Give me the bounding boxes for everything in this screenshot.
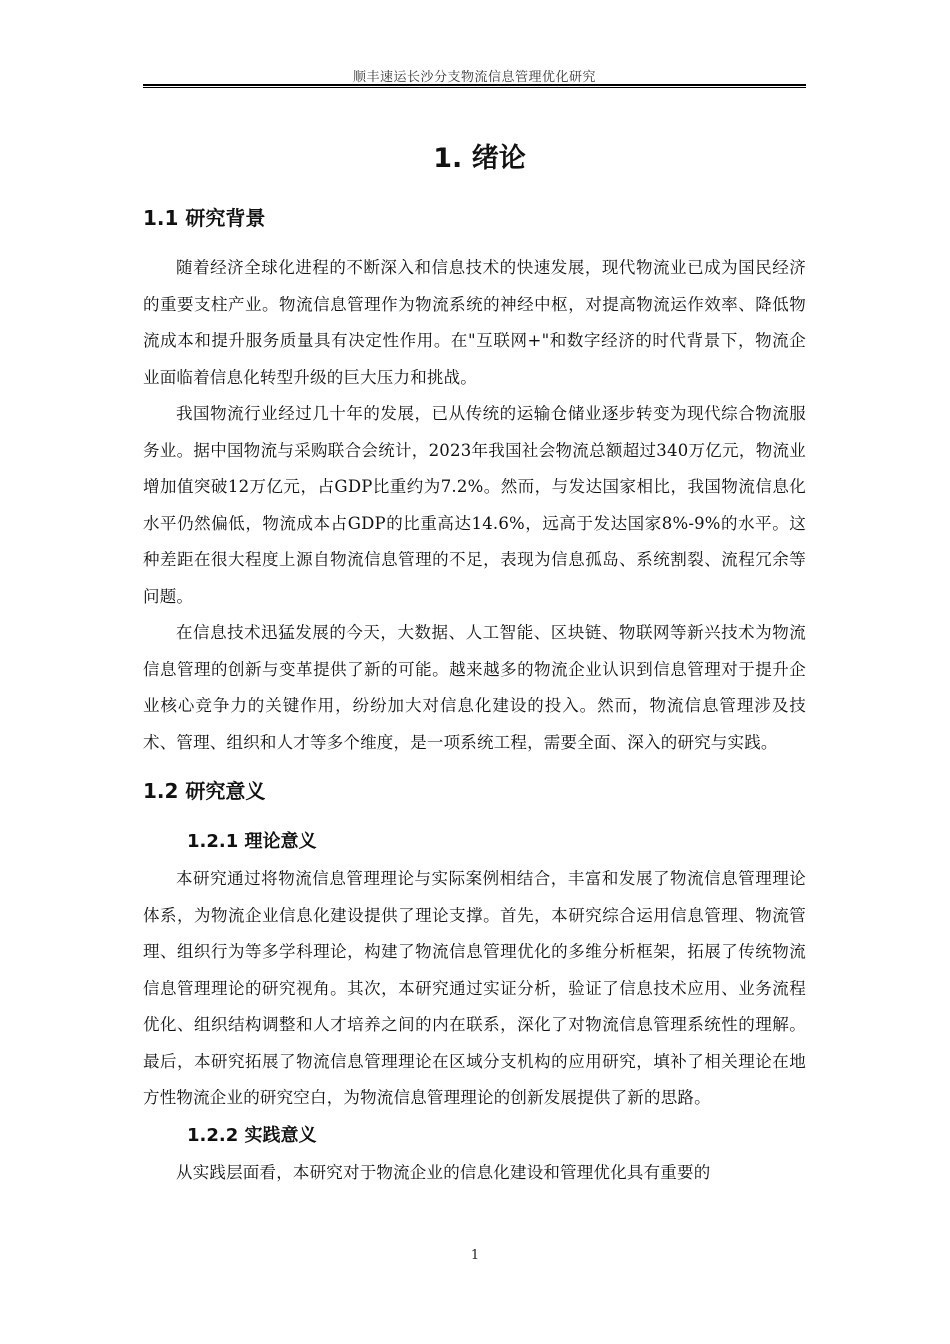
- subsection-title-practical-significance: 1.2.2 实践意义: [187, 1124, 317, 1146]
- section-title-research-background: 1.1 研究背景: [143, 206, 266, 230]
- paragraph-theoretical-significance: 本研究通过将物流信息管理理论与实际案例相结合，丰富和发展了物流信息管理理论体系，为物流企业信息化建设提供了理论支撑。首先，本研究综合运用信息管理、物流管理、组织行为等多学科理论，构建了物流信息管理优化的多维分析框架，拓展了传统物流信息管理理论的研究视角。其次，本研究通过实证分析，验证了信息技术应用、业务流程优化、组织结构调整和人才培养之间的内在联系，深化了对物流信息管理系统性的理解。最后，本研究拓展了物流信息管理理论在区域分支机构的应用研究，填补了相关理论在地方性物流企业的研究空白，为物流信息管理理论的创新发展提供了新的思路。: [143, 869, 806, 1107]
- subsection-title-theoretical-significance: 1.2.1 理论意义: [187, 831, 317, 852]
- paragraph-practical-significance: 从实践层面看，本研究对于物流企业的信息化建设和管理优化具有重要的: [176, 1162, 711, 1182]
- running-header: 顺丰速运长沙分支物流信息管理优化研究: [352, 70, 596, 85]
- chapter-title: 1. 绪论: [433, 143, 526, 174]
- page-number: 1: [470, 1248, 480, 1263]
- header-rule: [143, 84, 806, 88]
- paragraph-background-3: 在信息技术迅猛发展的今天，大数据、人工智能、区块链、物联网等新兴技术为物流信息管理的创新与变革提供了新的可能。越来越多的物流企业认识到信息管理对于提升企业核心竞争力的关键作用，纷纷加大对信息化建设的投入。然而，物流信息管理涉及技术、管理、组织和人才等多个维度，是一项系统工程，需要全面、深入的研究与实践。: [143, 623, 806, 752]
- paragraph-background-1: 随着经济全球化进程的不断深入和信息技术的快速发展，现代物流业已成为国民经济的重要支柱产业。物流信息管理作为物流系统的神经中枢，对提高物流运作效率、降低物流成本和提升服务质量具有决定性作用。在"互联网+"和数字经济的时代背景下，物流企业面临着信息化转型升级的巨大压力和挑战。: [143, 258, 806, 387]
- paragraph-background-2: 我国物流行业经过几十年的发展，已从传统的运输仓储业逐步转变为现代综合物流服务业。据中国物流与采购联合会统计，2023年我国社会物流总额超过340万亿元，物流业增加值突破12万亿元，占GDP比重约为7.2%。然而，与发达国家相比，我国物流信息化水平仍然偏低，物流成本占GDP的比重高达14.6%，远高于发达国家8%-9%的水平。这种差距在很大程度上源自物流信息管理的不足，表现为信息孤岛、系统割裂、流程冗余等问题。: [143, 404, 806, 606]
- page-content: [143, 138, 806, 1191]
- section-title-research-significance: 1.2 研究意义: [143, 779, 266, 803]
